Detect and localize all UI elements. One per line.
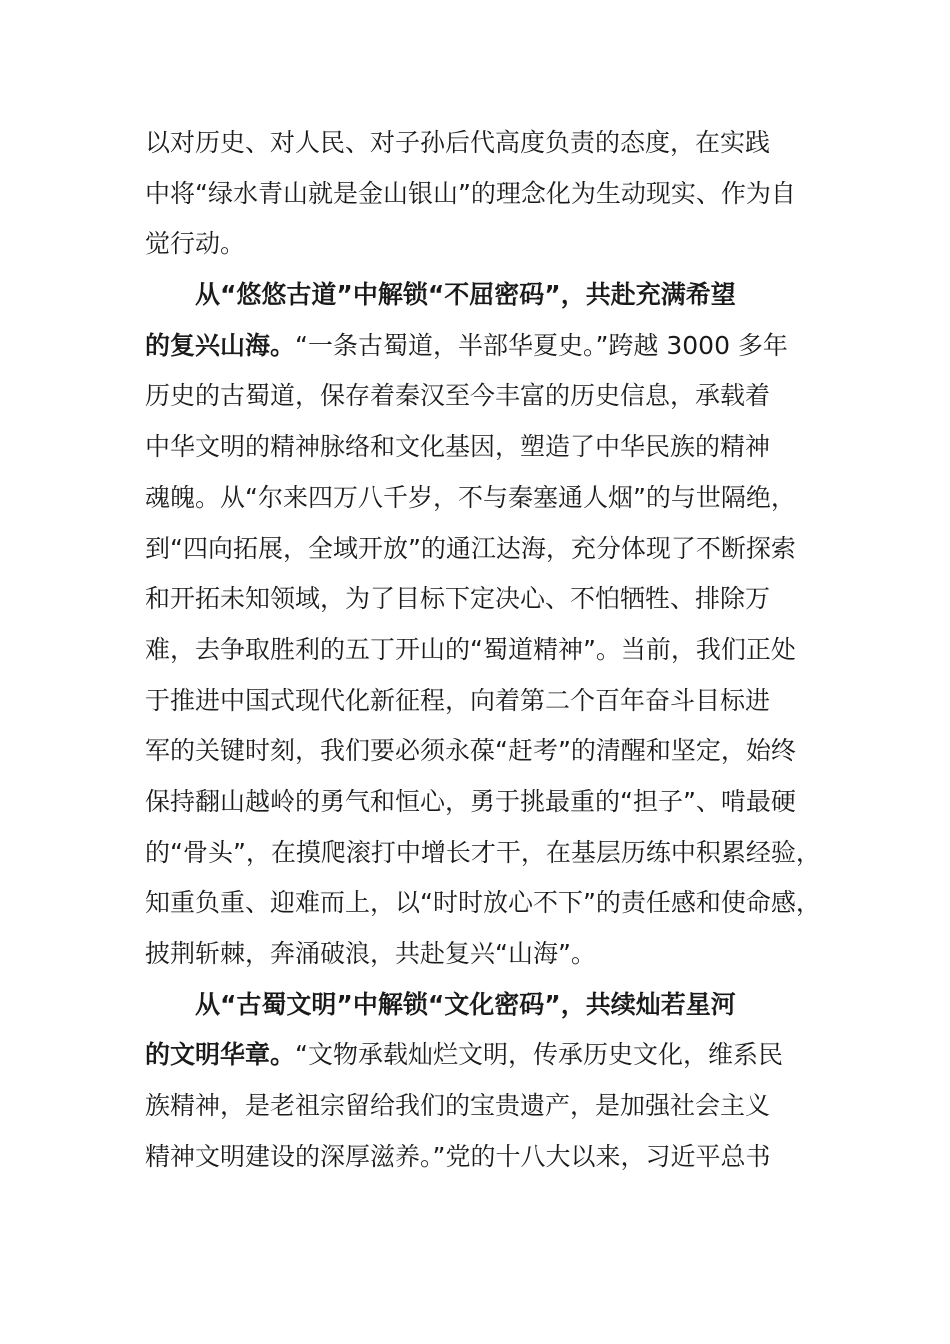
text-line — [145, 929, 825, 980]
body-text: 中将“绿水青山就是金山银山”的理念化为生动现实、作为自 — [145, 178, 796, 208]
text-line — [145, 1030, 825, 1081]
text-line — [145, 1081, 825, 1132]
body-text: 难，去争取胜利的五丁开山的“蜀道精神”。当前，我们正处 — [145, 634, 796, 664]
body-text: “文物承载灿烂文明，传承历史文化，维系民 — [295, 1040, 783, 1070]
body-text: 知重负重、迎难而上，以“时时放心不下”的责任感和使命感， — [145, 888, 821, 918]
text-line — [145, 473, 825, 524]
text-line — [145, 169, 825, 220]
text-line — [145, 625, 825, 676]
text-line — [145, 219, 825, 270]
document-body — [145, 118, 825, 1182]
text-line — [145, 726, 825, 777]
body-text: 披荆斩棘，奔涌破浪，共赴复兴“山海”。 — [145, 939, 596, 968]
body-text: 族精神，是老祖宗留给我们的宝贵遗产，是加强社会主义 — [145, 1091, 771, 1121]
text-line — [145, 828, 825, 879]
text-line — [145, 777, 825, 828]
text-line — [145, 321, 825, 372]
text-line — [145, 878, 825, 929]
body-text: 到“四向拓展，全域开放”的通江达海，充分体现了不断探索 — [145, 533, 796, 563]
text-line — [145, 118, 825, 169]
text-line — [145, 1132, 825, 1183]
text-line — [145, 574, 825, 625]
text-line — [145, 270, 825, 321]
body-text: 和开拓未知领域，为了目标下定决心、不怕牺牲、排除万 — [145, 584, 771, 614]
bold-heading-text: 的复兴山海。 — [145, 330, 296, 360]
body-text: 于推进中国式现代化新征程，向着第二个百年奋斗目标进 — [145, 685, 771, 715]
text-line — [145, 980, 825, 1031]
text-line — [145, 676, 825, 727]
body-text: 历史的古蜀道，保存着秦汉至今丰富的历史信息，承载着 — [145, 381, 771, 411]
paragraph — [145, 118, 825, 270]
bold-heading-text: 从“悠悠古道”中解锁“不屈密码”，共赴充满希望 — [195, 280, 736, 310]
body-text: 军的关键时刻，我们要必须永葆“赶考”的清醒和坚定，始终 — [145, 736, 796, 766]
body-text: 以对历史、对人民、对子孙后代高度负责的态度，在实践 — [145, 128, 771, 157]
text-line — [145, 422, 825, 473]
paragraph — [145, 270, 825, 980]
body-text: 精神文明建设的深厚滋养。”党的十八大以来，习近平总书 — [145, 1141, 771, 1171]
text-line — [145, 371, 825, 422]
body-text: 觉行动。 — [145, 229, 246, 259]
body-text: “一条古蜀道，半部华夏史。”跨越 3000 多年 — [295, 330, 788, 360]
bold-heading-text: 从“古蜀文明”中解锁“文化密码”，共续灿若星河 — [195, 989, 736, 1019]
body-text: 魂魄。从“尔来四万八千岁，不与秦塞通人烟”的与世隔绝， — [145, 482, 796, 512]
body-text: 中华文明的精神脉络和文化基因，塑造了中华民族的精神 — [145, 432, 771, 462]
text-line — [145, 524, 825, 575]
paragraph — [145, 980, 825, 1183]
bold-heading-text: 的文明华章。 — [145, 1040, 296, 1070]
body-text: 的“骨头”，在摸爬滚打中增长才干，在基层历练中积累经验， — [145, 837, 821, 867]
body-text: 保持翻山越岭的勇气和恒心，勇于挑最重的“担子”、啃最硬 — [145, 786, 796, 816]
